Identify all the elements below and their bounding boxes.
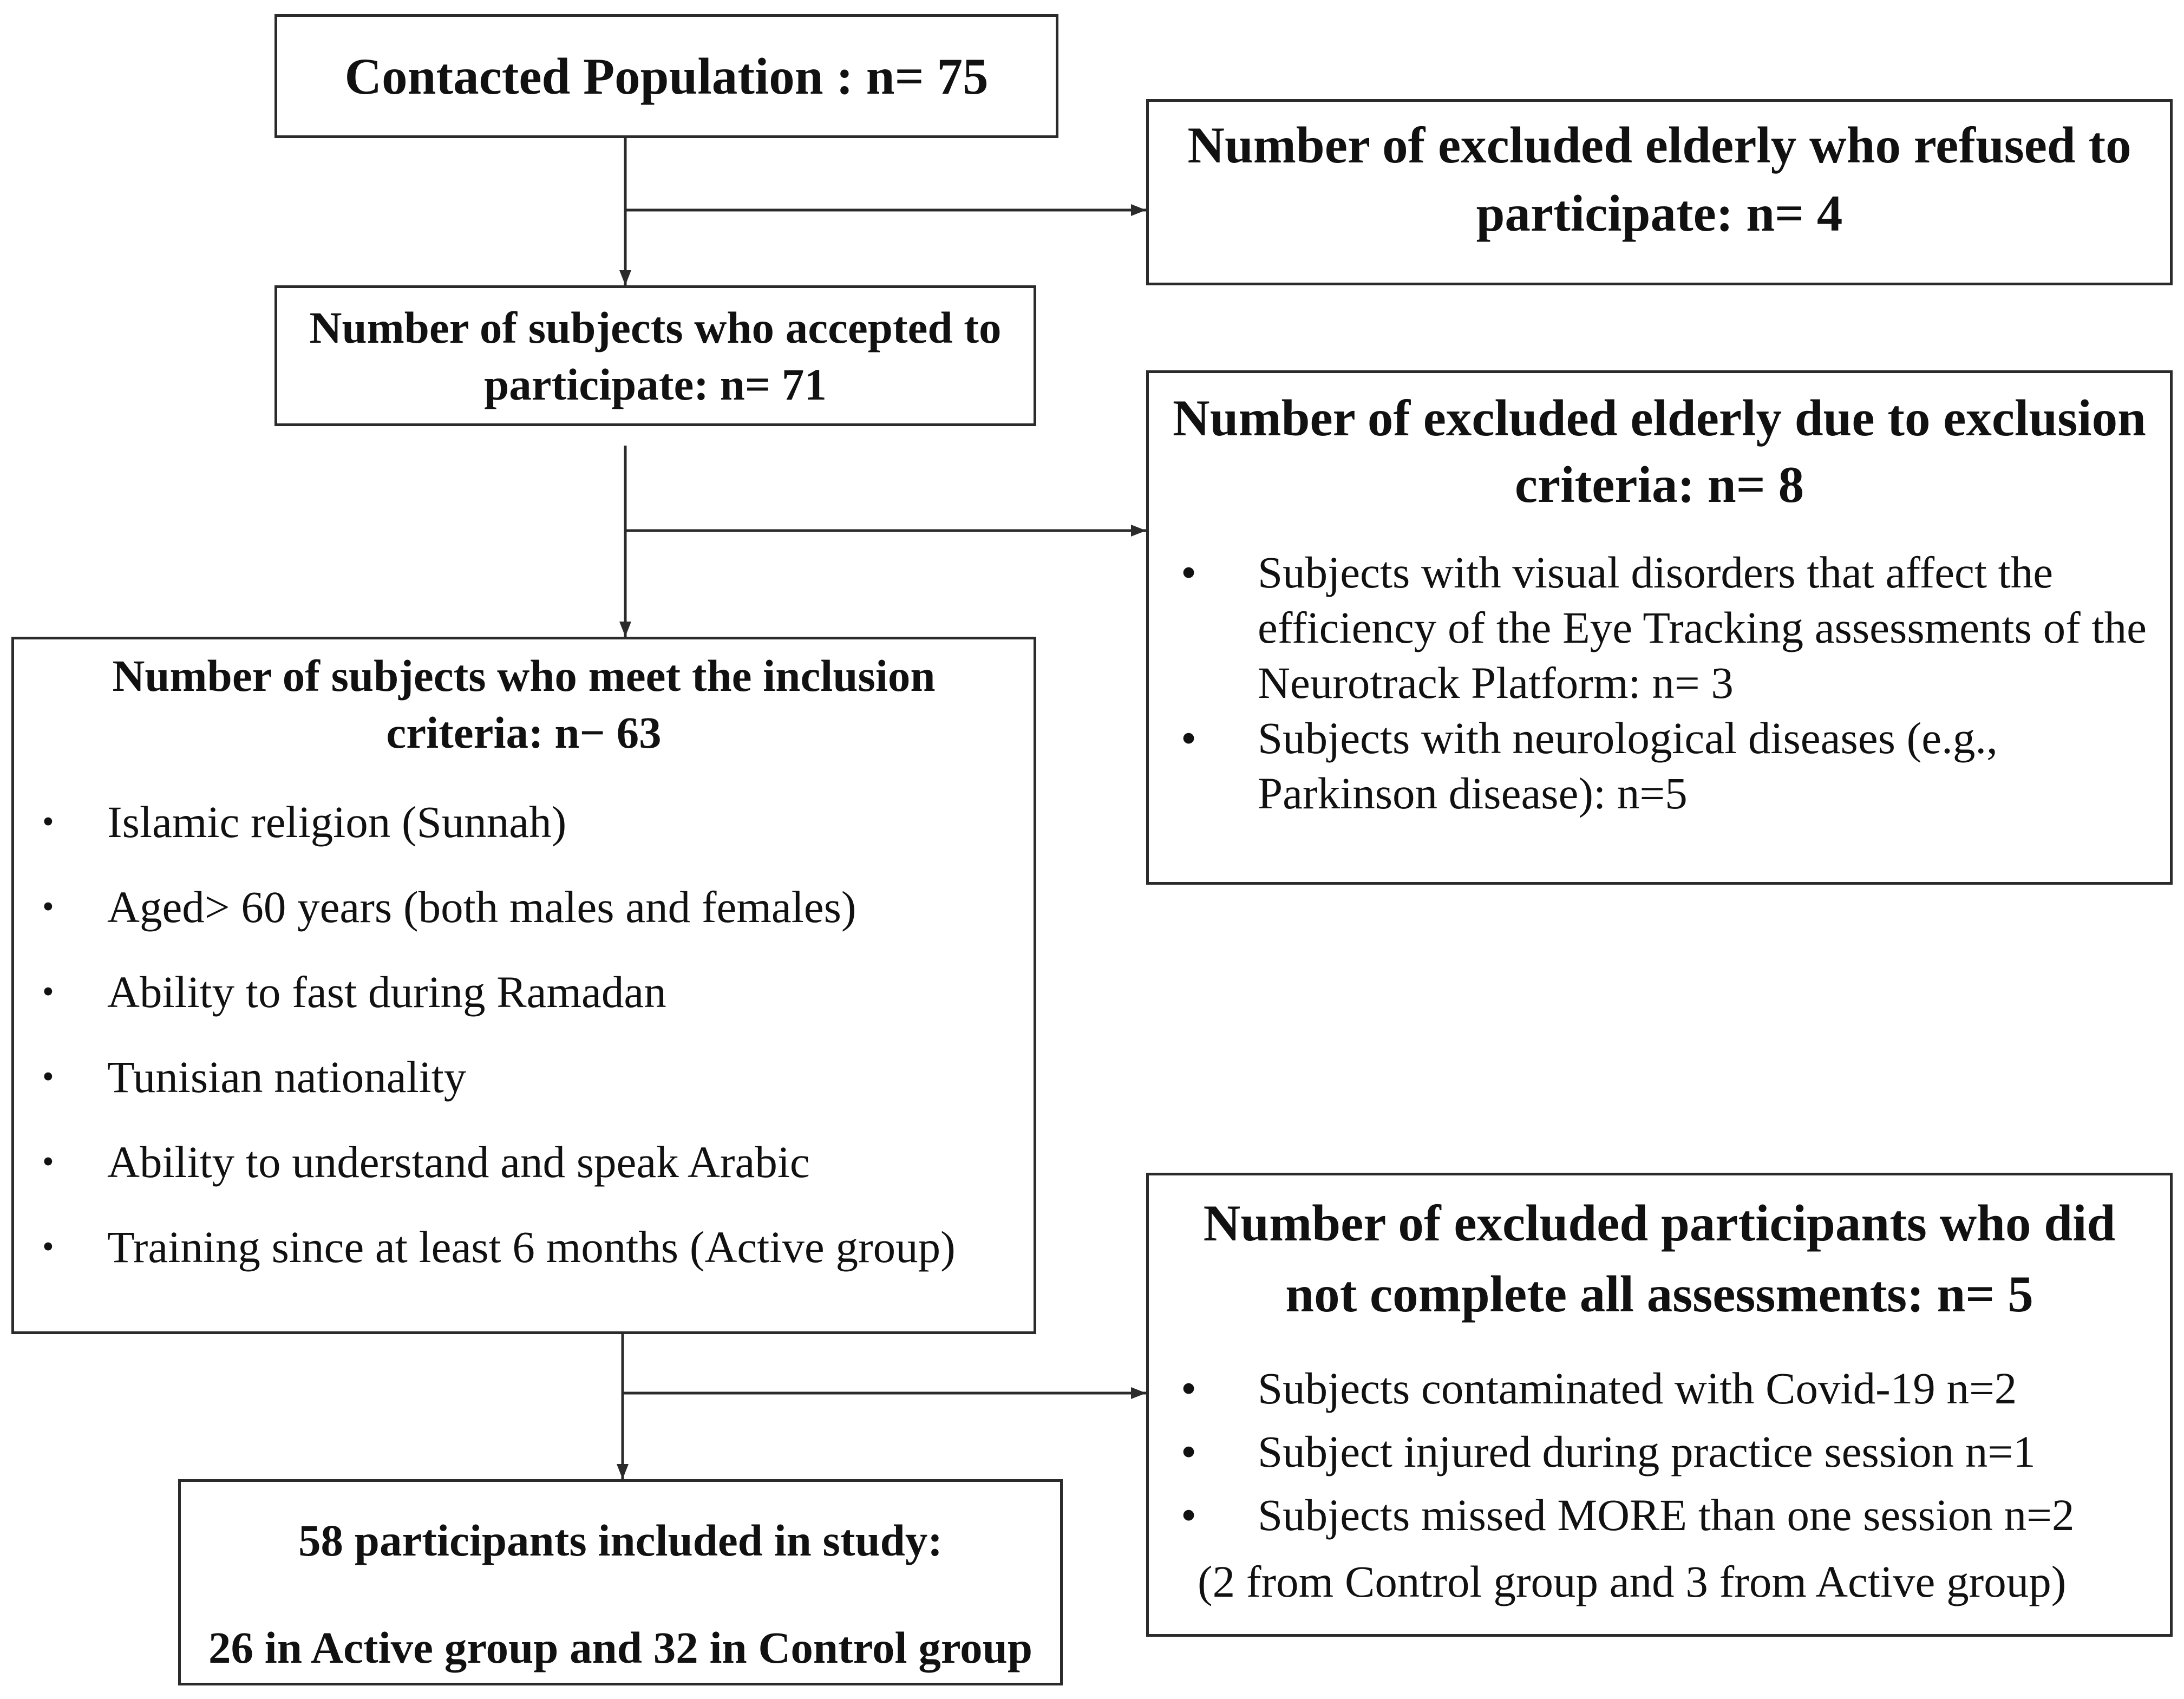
inclusion-criteria-title xyxy=(14,648,1034,761)
included-participants-line: 58 participants included in study: xyxy=(298,1515,943,1565)
inclusion-criteria-title-line: criteria: n− 63 xyxy=(386,708,662,757)
inclusion-criteria-item xyxy=(14,1120,1034,1205)
bullet-line: • Training since at least 6 months (Active group) xyxy=(107,1222,956,1272)
bullet-line: • Islamic religion (Sunnah) xyxy=(107,797,567,847)
incomplete-assessments-item xyxy=(1149,1484,2170,1547)
incomplete-assessments-item xyxy=(1149,1420,2170,1484)
inclusion-criteria-title-line: Number of subjects who meet the inclusion xyxy=(112,651,936,701)
inclusion-criteria-item xyxy=(14,1035,1034,1120)
inclusion-criteria-item xyxy=(14,950,1034,1035)
bullet-line: • Subjects contaminated with Covid-19 n=2 xyxy=(1258,1363,2017,1413)
included-participants-title xyxy=(181,1487,1060,1699)
bullet-line: • Subjects with visual disorders that affect the xyxy=(1258,547,2054,597)
exclusion-criteria-title xyxy=(1149,385,2170,518)
bullet-line: efficiency of the Eye Tracking assessments of the xyxy=(1258,603,2147,652)
bullet-line: • Subject injured during practice session n=1 xyxy=(1258,1427,2036,1476)
bullet-line: • Ability to understand and speak Arabic xyxy=(107,1137,810,1187)
incomplete-assessments-box xyxy=(1146,1173,2173,1637)
inclusion-criteria-item xyxy=(14,780,1034,865)
exclusion-criteria-item xyxy=(1149,710,2170,821)
incomplete-assessments-title-line: Number of excluded participants who did xyxy=(1203,1194,2116,1252)
refused-title-line: participate: n= 4 xyxy=(1476,185,1843,242)
bullet-line: Neurotrack Platform: n= 3 xyxy=(1258,658,1734,708)
refused-to-participate-box xyxy=(1146,99,2173,285)
contacted-population-text: Contacted Population : n= 75 xyxy=(344,47,989,105)
incomplete-assessments-item xyxy=(1149,1357,2170,1420)
bullet-line: • Tunisian nationality xyxy=(107,1052,467,1102)
bullet-line: • Ability to fast during Ramadan xyxy=(107,967,666,1017)
inclusion-criteria-item xyxy=(14,865,1034,950)
accepted-title xyxy=(277,299,1034,413)
bullet-line: Parkinson disease): n=5 xyxy=(1258,768,1688,818)
bullet-line: • Subjects with neurological diseases (e.g., xyxy=(1258,713,1998,763)
accepted-title-line: Number of subjects who accepted to xyxy=(309,303,1002,352)
exclusion-criteria-box xyxy=(1146,370,2173,885)
inclusion-criteria-box xyxy=(11,637,1036,1334)
exclusion-criteria-list xyxy=(1149,545,2170,821)
refused-title xyxy=(1149,111,2170,247)
included-participants-box xyxy=(178,1479,1063,1685)
incomplete-assessments-list xyxy=(1149,1357,2170,1547)
exclusion-criteria-title-line: Number of excluded elderly due to exclusion xyxy=(1173,389,2146,447)
exclusion-criteria-item xyxy=(1149,545,2170,710)
accepted-title-line: participate: n= 71 xyxy=(484,360,827,409)
bullet-line: • Subjects missed MORE than one session n=2 xyxy=(1258,1490,2075,1540)
incomplete-assessments-title xyxy=(1149,1188,2170,1330)
refused-title-line: Number of excluded elderly who refused to xyxy=(1187,116,2131,174)
exclusion-criteria-title-line: criteria: n= 8 xyxy=(1514,456,1804,513)
inclusion-criteria-list xyxy=(14,780,1034,1290)
group-breakdown-note: (2 from Control group and 3 from Active group) xyxy=(1198,1557,2067,1606)
incomplete-assessments-title-line: not complete all assessments: n= 5 xyxy=(1285,1265,2033,1323)
inclusion-criteria-item xyxy=(14,1205,1034,1290)
accepted-to-participate-box xyxy=(274,285,1036,426)
contacted-population-box xyxy=(274,14,1058,138)
included-participants-line: 26 in Active group and 32 in Control group xyxy=(208,1623,1032,1672)
bullet-line: • Aged> 60 years (both males and females) xyxy=(107,882,856,932)
